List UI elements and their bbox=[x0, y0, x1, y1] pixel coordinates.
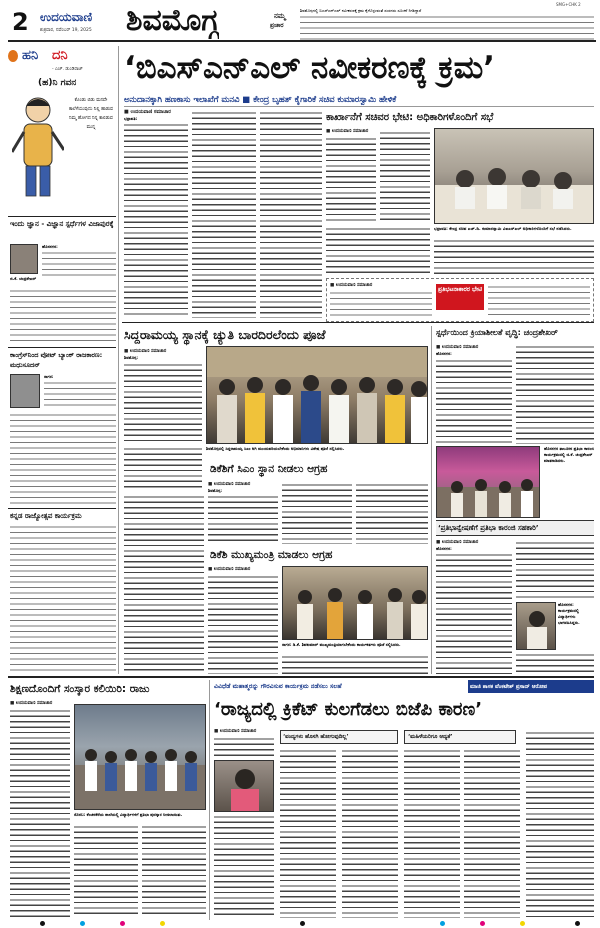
lead-body-col1 bbox=[124, 122, 188, 318]
registration-marks bbox=[40, 921, 580, 926]
dk2-headline: ಡಿಕೆಶಿ ಮುಖ್ಯಮಂತ್ರಿ ಮಾಡಲು ಆಗ್ರಹ bbox=[210, 549, 333, 561]
left-story1-body2 bbox=[10, 288, 116, 344]
bjp-quote1: ‘ವಂದ್ಯಗಳು ಹೊಸಗಿ ಹೋಗುವುದಿಲ್ಲ’ bbox=[283, 734, 349, 740]
column-subtitle: (ಹ)ನಿ ಗವನ bbox=[38, 78, 77, 88]
raju-body-col2 bbox=[74, 824, 138, 918]
masthead-rule bbox=[8, 40, 596, 42]
box-body-col2 bbox=[488, 284, 590, 318]
column-title-prefix: ಹನಿ bbox=[22, 48, 39, 63]
meeting-byline: ■ ಉದಯವಾಣಿ ಸಮಾಚಾರ bbox=[326, 129, 369, 134]
left-divider-2 bbox=[8, 347, 116, 348]
prachar-label: ಪ್ರಚಾರ bbox=[270, 22, 284, 29]
prathibha-byline: ■ ಉದಯವಾಣಿ ಸಮಾಚಾರ bbox=[436, 540, 479, 545]
page-number: 2 bbox=[12, 10, 29, 34]
left-story2-place: ಸಾಗರ: bbox=[44, 374, 54, 379]
dk2-byline: ■ ಉದಯವಾಣಿ ಸಮಾಚಾರ bbox=[208, 567, 251, 572]
city-title: ಶಿವಮೊಗ್ಗ bbox=[126, 3, 220, 38]
prathibha-body-col3 bbox=[516, 652, 594, 674]
bjp-body-col6 bbox=[526, 730, 594, 918]
box-label: ಪ್ರತಿಭಟನಾಕಾರರ ಭೇಟಿ bbox=[436, 284, 484, 310]
bjp-body-col5 bbox=[464, 748, 520, 918]
smg-code: SMG+CHK 2 bbox=[556, 2, 581, 7]
siddu-photo bbox=[206, 346, 428, 444]
bottom-column-rule bbox=[209, 680, 210, 920]
chandru-side-caption: ಹೊಸನಗರ ತಾಲೂಕಿನ ಪ್ರತಿಭಾ ಕಾರಂಜಿ ಕಾರ್ಯಕ್ರಮದಲ್ಲಿ ಜಿ.ಕೆ. ಚಂದ್ರಶೇಖರ್ ಮಾತನಾಡಿದರು. bbox=[544, 446, 594, 463]
siddu-headline: ಸಿದ್ದರಾಮಯ್ಯ ಸ್ಥಾನಕ್ಕೆ ಚ್ಯುತಿ ಬಾರದಿರಲೆಂದು ಪೂಜೆ bbox=[124, 327, 326, 342]
meeting-body-lower2 bbox=[434, 238, 594, 274]
meeting-photo-caption: ಭದ್ರಾವತಿ: ಕೇಂದ್ರ ಸಚಿವ ಎಚ್.ಡಿ. ಕುಮಾರಸ್ವಾಮಿ ವಿಐಎಸ್‌ಎಲ್ ಅಧಿಕಾರಿಗಳೊಂದಿಗೆ ಸಭೆ ನಡೆಸಿದರು. bbox=[434, 226, 572, 231]
dk2-body-col1 bbox=[208, 574, 278, 674]
bjp-quote2: ‘ಮಹಿಳೆಯರಿಗೂ ಆದ್ಯತೆ’ bbox=[408, 734, 453, 740]
left-divider-3 bbox=[8, 508, 116, 509]
raju-body-col3 bbox=[142, 824, 206, 918]
raju-body-col1 bbox=[10, 708, 70, 918]
left-story2-body bbox=[44, 380, 116, 410]
center-column-rule bbox=[431, 326, 432, 674]
lead-subhead: ಅನುದಾನಕ್ಕಾಗಿ ಹಣಕಾಸು ಇಲಾಖೆಗೆ ಮನವಿ ■ ಕೇಂದ್ರ ಬೃಹತ್ ಕೈಗಾರಿಕೆ ಸಚಿವ ಕುಮಾರಸ್ವಾಮಿ ಹೇಳಿಕೆ bbox=[124, 94, 397, 104]
lead-place: ಭದ್ರಾವತಿ: bbox=[124, 116, 138, 121]
dk2-body-col2 bbox=[282, 654, 428, 674]
bjp-photo bbox=[214, 760, 274, 812]
bjp-kicker: ವಿವಿಧೆಡೆ ಮಹಾತ್ಮರನ್ನು ಗೌರವಿಸುವ ಕಾರ್ಯಕ್ರಮ ನಡೆಸಲು ಸಲಹೆ bbox=[214, 683, 342, 690]
drop-icon bbox=[8, 50, 18, 62]
bjp-body-col2 bbox=[280, 748, 336, 918]
chandru-place: ಹೊಸನಗರ: bbox=[436, 351, 452, 356]
siddu-body-col1 bbox=[124, 362, 202, 442]
dk1-body-col2 bbox=[282, 482, 352, 544]
left-story1-photo bbox=[10, 244, 38, 274]
bjp-body-col4 bbox=[404, 748, 460, 918]
bjp-body-col1b bbox=[214, 814, 274, 918]
left-story3-headline: ಕನ್ನಡ ರಾಜ್ಯೋತ್ಸವ ಕಾರ್ಯಕ್ರಮ bbox=[10, 512, 82, 520]
left-story2-body2 bbox=[10, 412, 116, 504]
lead-body-col2 bbox=[192, 110, 256, 318]
chandru-body-col1 bbox=[436, 358, 512, 444]
left-story3-body bbox=[10, 524, 116, 674]
cartoon-figure bbox=[12, 92, 64, 202]
prathibha-place: ಹೊಸನಗರ: bbox=[436, 546, 452, 551]
top-blurb bbox=[300, 8, 594, 40]
upper-bottom-rule bbox=[8, 676, 594, 678]
date-line: ಶುಕ್ರವಾರ, ನವೆಂಬರ್ 19, 2025 bbox=[40, 28, 92, 33]
lead-bottom-rule bbox=[122, 322, 594, 323]
lead-byline: ■ ಉದಯವಾಣಿ ಸಮಾಚಾರ bbox=[124, 109, 171, 115]
dk1-body-col3 bbox=[356, 482, 428, 544]
siddu-photo-caption: ಶಿವಮೊಗ್ಗದಲ್ಲಿ ಸಿದ್ದರಾಮಯ್ಯ ಸಿಎಂ ಆಗಿ ಮುಂದುವರಿಯಬೇಕೆಂದು ಅಭಿಮಾನಿಗಳು ವಿಶೇಷ ಪೂಜೆ ಸಲ್ಲಿಸಿದರು. bbox=[206, 446, 345, 451]
box-byline: ■ ಉದಯವಾಣಿ ಸಮಾಚಾರ bbox=[330, 283, 373, 288]
siddu-body-col1c bbox=[124, 494, 204, 674]
meeting-body-lower bbox=[326, 226, 430, 274]
top-blurb-lines bbox=[300, 14, 594, 40]
dk2-photo-caption: ಸಾಗರ: ಡಿ.ಕೆ. ಶಿವಕುಮಾರ್ ಮುಖ್ಯಮಂತ್ರಿಯಾಗಬೇಕೆಂದು ಕಾರ್ಯಕರ್ತರು ಪೂಜೆ ಸಲ್ಲಿಸಿದರು. bbox=[282, 642, 401, 647]
hani-dani-box bbox=[8, 46, 116, 216]
column-author: - ಎಚ್. ಡುಂಡಿರಾಜ್ bbox=[52, 67, 83, 72]
raju-photo bbox=[74, 704, 206, 810]
dk1-body-col1 bbox=[208, 494, 278, 544]
meeting-body-col2 bbox=[380, 130, 430, 222]
top-blurb-text: ಶಿವಮೊಗ್ಗದಲ್ಲಿ ಬಿಎಸ್‌ಎನ್‌ಎಲ್ ನವೀಕರಣಕ್ಕೆ ಕ್ರಮ ಕೈಗೊಳ್ಳುವಂತೆ ಸಂಸದರು ಸೂಚನೆ ನೀಡಿದ್ದಾರೆ bbox=[300, 8, 422, 13]
box-body-col1 bbox=[330, 290, 432, 320]
bjp-body-col1 bbox=[214, 736, 274, 758]
lead-body-col3 bbox=[260, 110, 322, 318]
column-poem: ಕೊಂಡು ಬಿಡು ಮನವೇ ಕಾಲೆಳೆಯುವುದು ನಿಲ್ಲಿ ಹಾಡುವ ನಿಮ್ಮ ಹೋಗದ ನಿನ್ನ ಕಾಲಿಡುವ ಮುನ್ನ bbox=[68, 98, 114, 130]
paper-name: ಉದಯವಾಣಿ bbox=[40, 10, 93, 24]
column-title-suffix: ದನಿ bbox=[52, 48, 68, 63]
chandru-byline: ■ ಉದಯವಾಣಿ ಸಮಾಚಾರ bbox=[436, 345, 479, 350]
left-divider-1 bbox=[8, 216, 116, 217]
siddu-body-col1b bbox=[124, 446, 202, 490]
chandru-headline: ಸ್ಪರ್ಧೆಯಿಂದ ಕ್ರಿಯಾಶೀಲತೆ ವೃದ್ಧಿ: ಚಂದ್ರಶೇಖರ್ bbox=[436, 328, 558, 337]
meeting-photo bbox=[434, 128, 594, 224]
bjp-kicker-right: ಮಾಜಿ ಶಾಸಕ ವೆಂಕಟೇಶ್ ಪ್ರಸಾದ್ ಆರೋಪ bbox=[470, 684, 548, 690]
bjp-body-col3 bbox=[342, 748, 398, 918]
prathibha-body-col1 bbox=[436, 552, 512, 674]
raju-byline: ■ ಉದಯವಾಣಿ ಸಮಾಚಾರ bbox=[10, 701, 53, 706]
chandru-photo bbox=[436, 446, 540, 518]
dk2-photo bbox=[282, 566, 428, 640]
prathibha-photo bbox=[516, 602, 556, 650]
left-story1-headline: ಇಂದು ಜ್ಞಾನ - ವಿಜ್ಞಾನ ಸ್ಪರ್ಧೆಗಳ ವಿಜಾಪುರಕ್ಕೆ bbox=[10, 220, 114, 228]
meeting-headline: ಕಾರ್ಖಾನೆಗೆ ಸಚಿವರ ಭೇಟಿ: ಅಧಿಕಾರಿಗಳೊಂದಿಗೆ ಸಭೆ bbox=[326, 112, 494, 123]
dk1-place: ಶಿವಮೊಗ್ಗ: bbox=[208, 488, 223, 493]
bjp-byline: ■ ಉದಯವಾಣಿ ಸಮಾಚಾರ bbox=[214, 729, 257, 734]
dk1-byline: ■ ಉದಯವಾಣಿ ಸಮಾಚಾರ bbox=[208, 482, 251, 487]
bjp-headline: ‘ರಾಜ್ಯದಲ್ಲಿ ಕ್ರಿಕೆಟ್ ಕುಲಗೆಡಲು ಬಿಜೆಪಿ ಕಾರಣ’ bbox=[214, 699, 483, 720]
siddu-byline: ■ ಉದಯವಾಣಿ ಸಮಾಚಾರ bbox=[124, 349, 167, 354]
left-story2-headline: ಕಾಂಗ್ರೆಸ್‌ನಿಂದ ವೋಟ್ ಬ್ಯಾಂಕ್ ರಾಜಕಾರಣ: ಮಧುಸೂದನ್ bbox=[10, 351, 103, 369]
meeting-body-col1 bbox=[326, 136, 376, 222]
chandru-body-col2 bbox=[516, 344, 594, 444]
prathibha-headline: ‘ಪ್ರತಿಭಾನ್ವೇಷಣೆಗೆ ಪ್ರತಿಭಾ ಕಾರಂಜಿ ಸಹಕಾರಿ’ bbox=[438, 524, 539, 532]
left-story1-place: ಹೊಸನಗರ: bbox=[42, 244, 58, 249]
prathibha-side-caption: ಹೊಸನಗರ: ಕಾರ್ಯಕ್ರಮದಲ್ಲಿ ವಿದ್ಯಾರ್ಥಿಗಳು ಭಾಗವಹಿಸಿದ್ದರು. bbox=[558, 602, 580, 625]
left-column-rule bbox=[118, 46, 119, 674]
raju-photo-caption: ಸೊರಬ: ಕೆಂಚನಕೆರೆಯ ಶಾಲೆಯಲ್ಲಿ ವಿದ್ಯಾರ್ಥಿಗಳಿಗೆ ಪ್ರತಿಭಾ ಪುರಸ್ಕಾರ ನೀಡಲಾಯಿತು. bbox=[74, 812, 183, 817]
lead-headline: ‘ಬಿಎಸ್ಎನ್ಎಲ್ ನವೀಕರಣಕ್ಕೆ ಕ್ರಮ’ bbox=[124, 50, 495, 86]
siddu-place: ಶಿವಮೊಗ್ಗ: bbox=[124, 355, 139, 360]
prathibha-body-col2 bbox=[516, 540, 594, 600]
left-story2-photo bbox=[10, 374, 40, 408]
raju-headline: ಶಿಕ್ಷಣದೊಂದಿಗೆ ಸಂಸ್ಕಾರ ಕಲಿಯಿರಿ: ರಾಜು bbox=[10, 683, 150, 695]
left-story1-photo-caption: ಜಿ.ಕೆ. ಚಂದ್ರಶೇಖರ್ bbox=[10, 276, 37, 281]
lead-subhead-rule bbox=[124, 106, 594, 107]
dk1-headline: ಡಿಕೆಶಿಗೆ ಸಿಎಂ ಸ್ಥಾನ ನೀಡಲು ಆಗ್ರಹ bbox=[210, 463, 328, 475]
left-story1-body bbox=[42, 250, 116, 276]
nam-label: ನಮ್ಮ bbox=[274, 12, 286, 20]
